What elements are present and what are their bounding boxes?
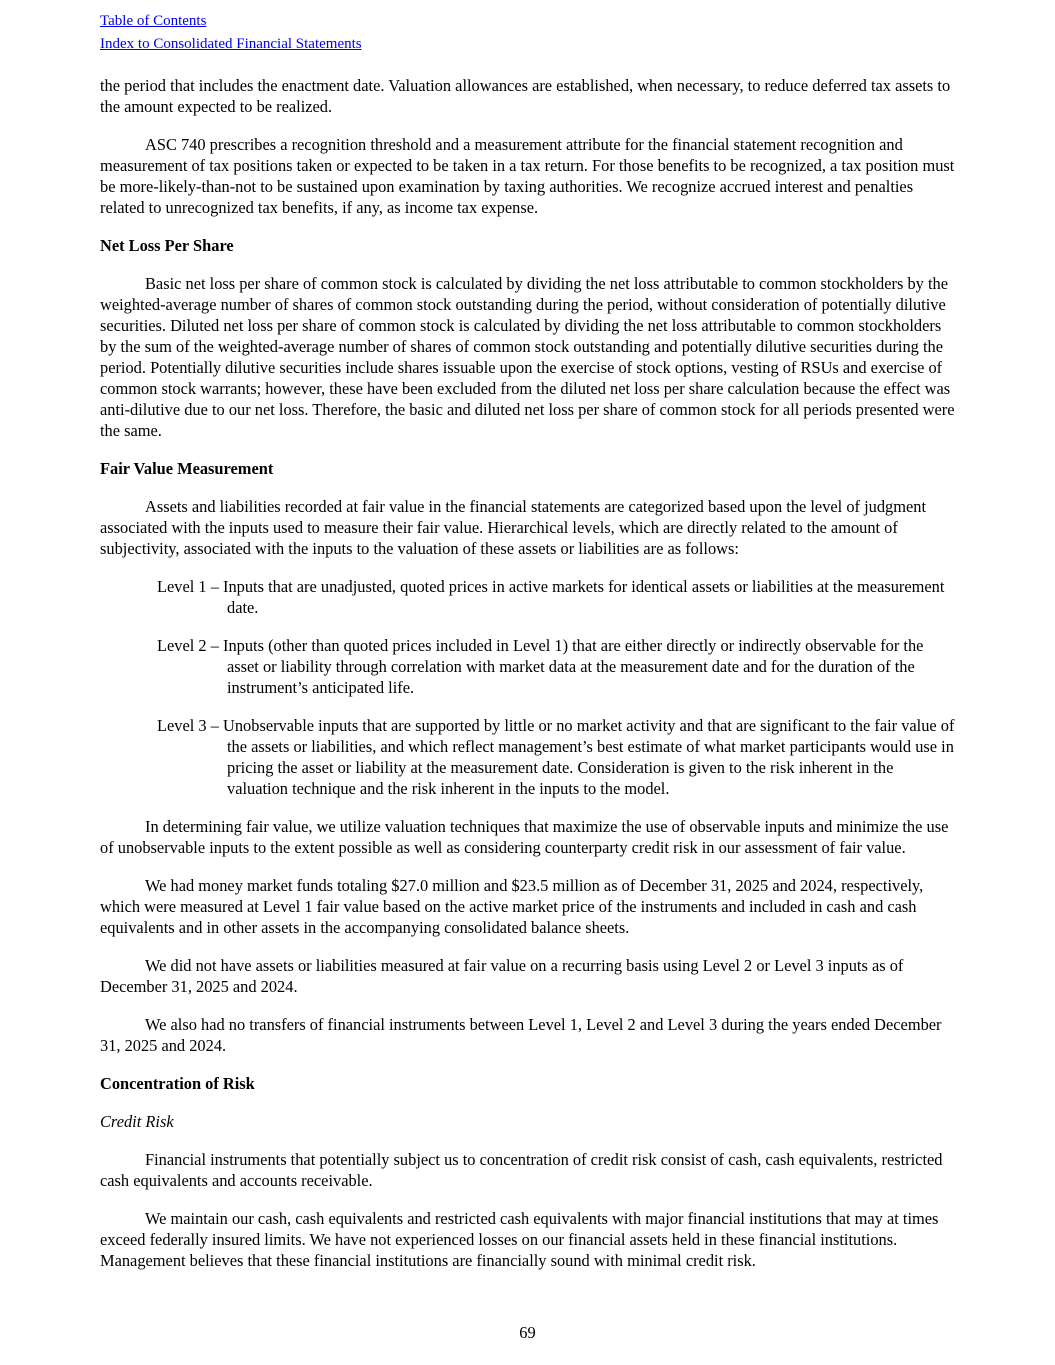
heading-credit-risk: Credit Risk: [100, 1112, 174, 1131]
level-1-label: Level 1 –: [157, 577, 219, 596]
heading-net-loss-per-share: Net Loss Per Share: [100, 236, 234, 255]
level-1-text: Inputs that are unadjusted, quoted prices in active markets for identical assets or liabilities at the measurement date.: [223, 577, 945, 617]
level-2-label: Level 2 –: [157, 636, 219, 655]
table-of-contents-link[interactable]: Table of Contents: [100, 13, 207, 29]
level-3-definition: [100, 715, 955, 799]
index-to-financial-statements-link[interactable]: Index to Consolidated Financial Statements: [100, 35, 362, 52]
paragraph-maintain-cash: We maintain our cash, cash equivalents and restricted cash equivalents with major financial institutions that may at times exceed federally insured limits. We have not experienced losses on our financial assets held in these financial institutions. Management believes that these financial institutions are financially sound with minimal credit risk.: [100, 1209, 939, 1270]
paragraph-financial-instruments-credit-risk: Financial instruments that potentially subject us to concentration of credit risk consist of cash, cash equivalents, restricted cash equivalents and accounts receivable.: [100, 1150, 943, 1190]
level-2-text: Inputs (other than quoted prices included in Level 1) that are either directly or indirectly observable for the asset or liability through correlation with market data at the measurement date and for the duration of the instrument’s anticipated life.: [223, 636, 924, 697]
paragraph-basic-net-loss: Basic net loss per share of common stock is calculated by dividing the net loss attributable to common stockholders by the weighted-average number of shares of common stock outstanding during the period, without consideration of potentially dilutive securities. Diluted net loss per share of common stock is calculated by dividing the net loss attributable to common stockholders by the sum of the weighted-average number of shares of common stock outstanding and potentially dilutive securities during the period. Potentially dilutive securities include shares issuable upon the exercise of stock options, vesting of RSUs and exercise of common stock warrants; however, these have been excluded from the diluted net loss per share calculation because the effect was anti-dilutive due to our net loss. Therefore, the basic and diluted net loss per share of common stock for all periods presented were the same.: [100, 274, 955, 440]
level-1-definition: [100, 576, 955, 618]
level-3-text: Unobservable inputs that are supported by little or no market activity and that are significant to the fair value of the assets or liabilities, and which reflect management’s best estimate of what market participants would use in pricing the asset or liability at the measurement date. Consideration is given to the risk inherent in the valuation technique and the risk inherent in the inputs to the model.: [223, 716, 955, 798]
paragraph-assets-liabilities-fair-value: Assets and liabilities recorded at fair value in the financial statements are categorized based upon the level of judgment associated with the inputs used to measure their fair value. Hierarchical levels, which are directly related to the amount of subjectivity, associated with the inputs to the valuation of these assets or liabilities are as follows:: [100, 497, 926, 558]
header-links: [100, 10, 955, 55]
level-3-label: Level 3 –: [157, 716, 219, 735]
paragraph-asc-740: ASC 740 prescribes a recognition threshold and a measurement attribute for the financial statement recognition and measurement of tax positions taken or expected to be taken in a tax return. For those benefits to be recognized, a tax position must be more-likely-than-not to be sustained upon examination by taxing authorities. We recognize accrued interest and penalties related to unrecognized tax benefits, if any, as income tax expense.: [100, 135, 955, 217]
page-number: 69: [519, 1323, 536, 1342]
paragraph-no-recurring-level2-level3: We did not have assets or liabilities measured at fair value on a recurring basis using Level 2 or Level 3 inputs as of December 31, 2025 and 2024.: [100, 956, 904, 996]
paragraph-no-transfers: We also had no transfers of financial instruments between Level 1, Level 2 and Level 3 during the years ended December 31, 2025 and 2024.: [100, 1015, 942, 1055]
heading-fair-value-measurement: Fair Value Measurement: [100, 459, 274, 478]
paragraph-determining-fair-value: In determining fair value, we utilize valuation techniques that maximize the use of observable inputs and minimize the use of unobservable inputs to the extent possible as well as considering counterparty credit risk in our assessment of fair value.: [100, 817, 949, 857]
paragraph-money-market-funds: We had money market funds totaling $27.0 million and $23.5 million as of December 31, 2025 and 2024, respectively, which were measured at Level 1 fair value based on the active market price of the instruments and included in cash and cash equivalents and in other assets in the accompanying consolidated balance sheets.: [100, 876, 924, 937]
level-2-definition: [100, 635, 955, 698]
paragraph-enactment-continuation: the period that includes the enactment date. Valuation allowances are established, when necessary, to reduce deferred tax assets to the amount expected to be realized.: [100, 76, 951, 116]
heading-concentration-of-risk: Concentration of Risk: [100, 1074, 255, 1093]
